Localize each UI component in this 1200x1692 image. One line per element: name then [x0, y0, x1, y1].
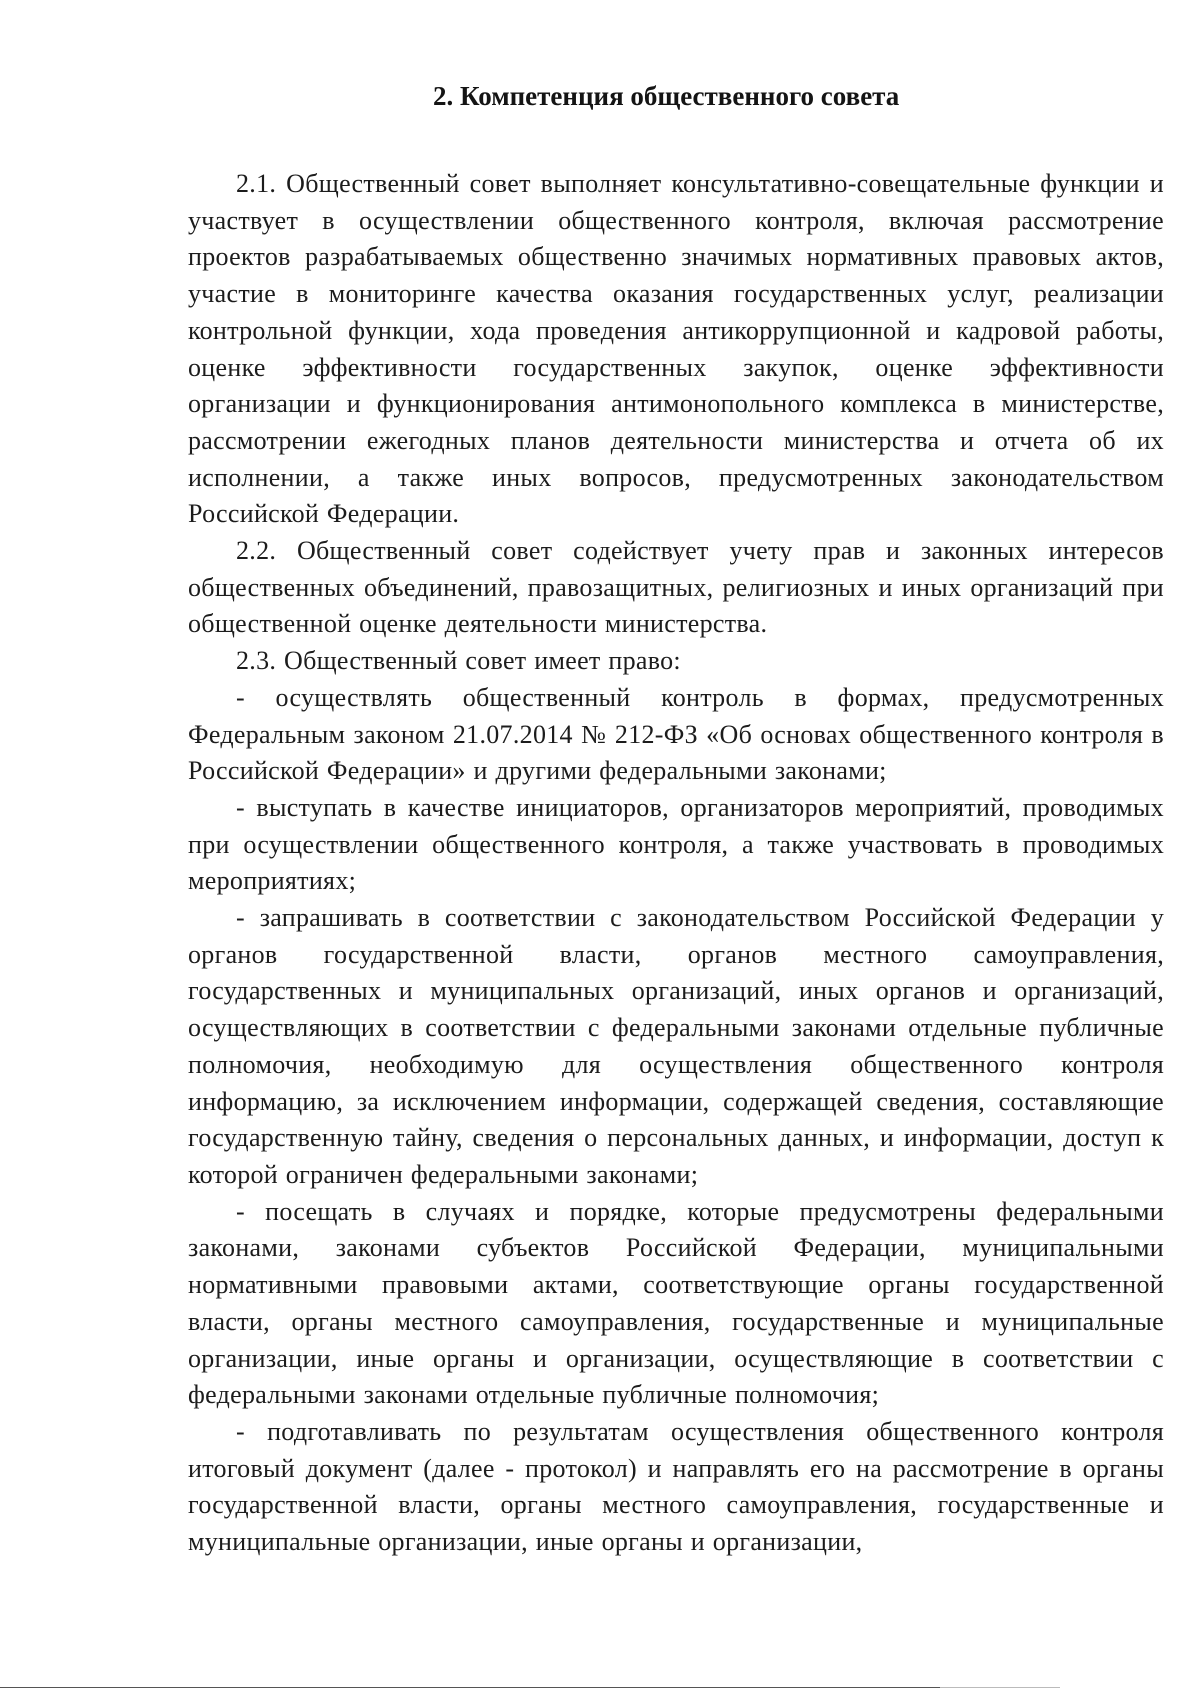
list-item-visit: - посещать в случаях и порядке, которые предусмотрены федеральными законами, законами субъектов Российской Федерации, муниципальными нормативными правовыми актами, соответствующие органы государственной власти, органы местного самоуправления, государственные и муниципальные организации, иные органы и организации, осуществляющие в соответствии с федеральными законами отдельные публичные полномочия; [188, 1196, 1164, 1410]
paragraph-2-2: 2.2. Общественный совет содействует учету прав и законных интересов общественных объединений, правозащитных, религиозных и иных организаций при общественной оценке деятельности министерства. [188, 536, 1164, 639]
scan-edge-line [0, 1687, 940, 1688]
paragraph-2-3: 2.3. Общественный совет имеет право: [236, 646, 681, 676]
section-title: 2. Компетенция общественного совета [433, 81, 900, 111]
list-item-initiators: - выступать в качестве инициаторов, организаторов мероприятий, проводимых при осуществлении общественного контроля, а также участвовать в проводимых мероприятиях; [188, 792, 1164, 896]
document-body [188, 70, 1164, 1561]
list-item-protocol: - подготавливать по результатам осуществления общественного контроля итоговый документ (далее - протокол) и направлять его на рассмотрение в органы государственной власти, органы местного самоуправления, государственные и муниципальные организации, иные органы и организации, [188, 1416, 1164, 1557]
scan-edge-line-faint [940, 1687, 1060, 1688]
paragraph-2-1: 2.1. Общественный совет выполняет консультативно-совещательные функции и участвует в осуществлении общественного контроля, включая рассмотрение проектов разрабатываемых общественно значимых нормативных правовых актов, участие в мониторинге качества оказания государственных услуг, реализации контрольной функции, хода проведения антикоррупционной и кадровой работы, оценке эффективности государственных закупок, оценке эффективности организации и функционирования антимонопольного комплекса в министерстве, рассмотрении ежегодных планов деятельности министерства и отчета об их исполнении, а также иных вопросов, предусмотренных законодательством Российской Федерации. [188, 169, 1164, 529]
list-item-request-info: - запрашивать в соответствии с законодательством Российской Федерации у органов государственной власти, органов местного самоуправления, государственных и муниципальных организаций, иных органов и организаций, осуществляющих в соответствии с федеральными законами отдельные публичные полномочия, необходимую для осуществления общественного контроля информацию, за исключением информации, содержащей сведения, составляющие государственную тайну, сведения о персональных данных, и информации, доступ к которой ограничен федеральными законами; [188, 903, 1164, 1189]
list-item-public-control: - осуществлять общественный контроль в формах, предусмотренных Федеральным законом 21.07.2014 № 212-ФЗ «Об основах общественного контроля в Российской Федерации» и другими федеральными законами; [188, 682, 1164, 786]
